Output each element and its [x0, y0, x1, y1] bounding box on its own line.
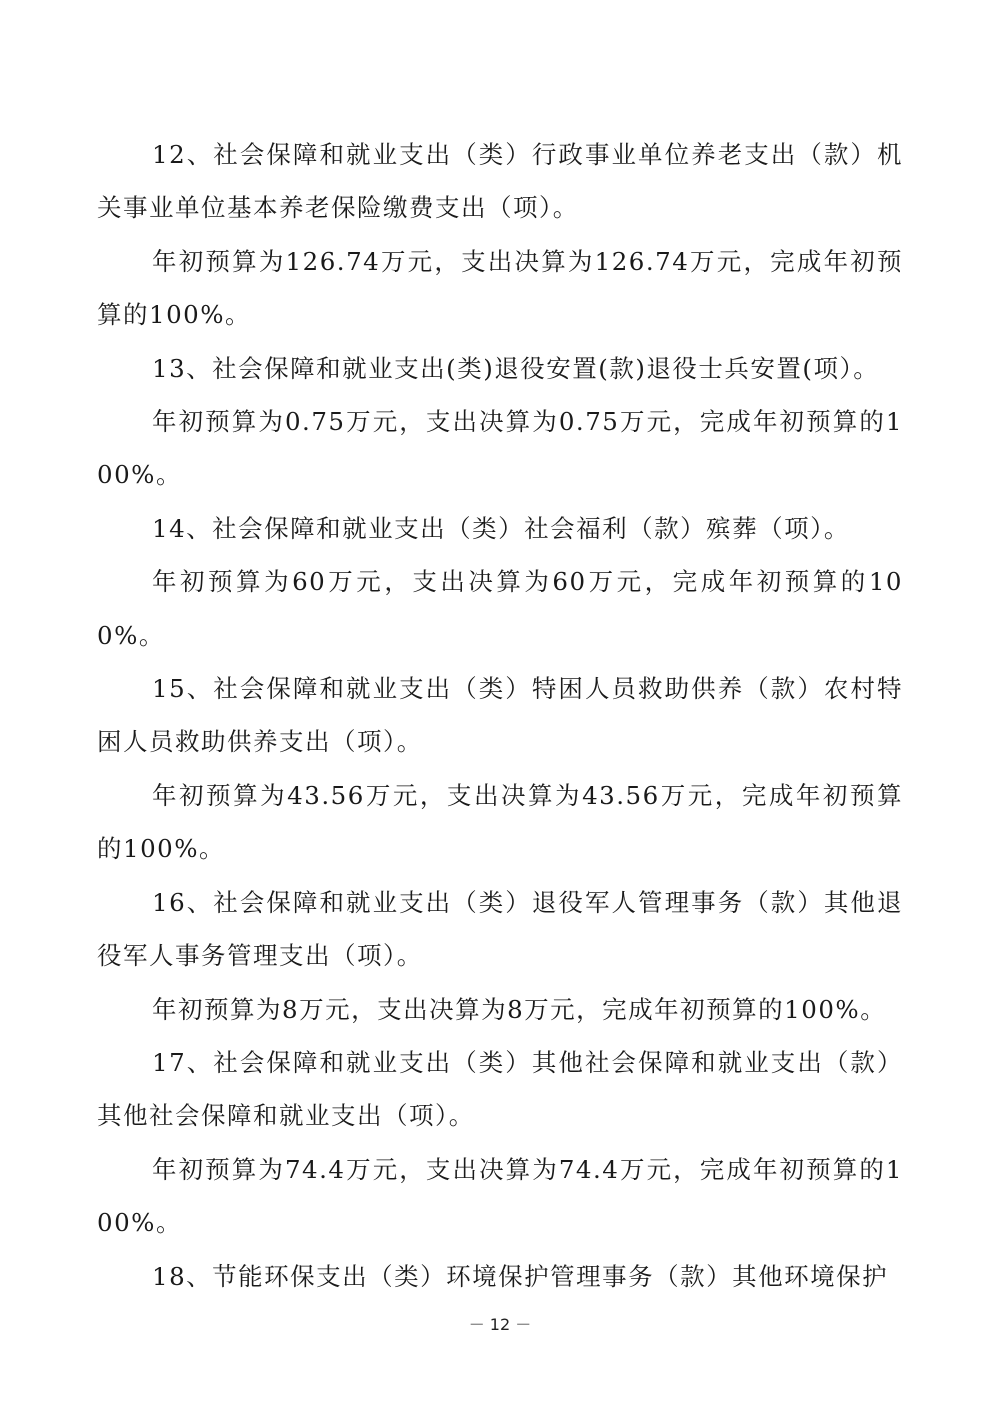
paragraph-item-15-budget: 年初预算为43.56万元，支出决算为43.56万元，完成年初预算的100%。 [97, 780, 903, 864]
paragraph-item-12-heading: 12、社会保障和就业支出（类）行政事业单位养老支出（款）机关事业单位基本养老保险缴费支出（项）。 [97, 140, 903, 223]
paragraph-item-14-budget: 年初预算为60万元，支出决算为60万元，完成年初预算的100%。 [97, 567, 903, 650]
page-number: － 12 － [468, 1315, 532, 1334]
document-body [97, 128, 903, 1303]
paragraph-item-13-budget: 年初预算为0.75万元，支出决算为0.75万元，完成年初预算的100%。 [97, 407, 903, 490]
paragraph-item-18-heading: 18、节能环保支出（类）环境保护管理事务（款）其他环境保护 [152, 1261, 889, 1291]
paragraph-item-17-heading: 17、社会保障和就业支出（类）其他社会保障和就业支出（款）其他社会保障和就业支出（项）。 [97, 1047, 903, 1131]
paragraph-item-14-heading: 14、社会保障和就业支出（类）社会福利（款）殡葬（项）。 [152, 513, 850, 543]
paragraph-item-12-budget: 年初预算为126.74万元，支出决算为126.74万元，完成年初预算的100%。 [97, 246, 903, 330]
paragraph-item-13-heading: 13、社会保障和就业支出(类)退役安置(款)退役士兵安置(项）。 [152, 353, 880, 383]
paragraph-item-15-heading: 15、社会保障和就业支出（类）特困人员救助供养（款）农村特困人员救助供养支出（项）。 [97, 674, 903, 757]
paragraph-item-16-heading: 16、社会保障和就业支出（类）退役军人管理事务（款）其他退役军人事务管理支出（项）。 [97, 887, 903, 971]
paragraph-item-16-budget: 年初预算为8万元，支出决算为8万元，完成年初预算的100%。 [152, 994, 887, 1024]
paragraph-item-17-budget: 年初预算为74.4万元，支出决算为74.4万元，完成年初预算的100%。 [97, 1154, 903, 1238]
